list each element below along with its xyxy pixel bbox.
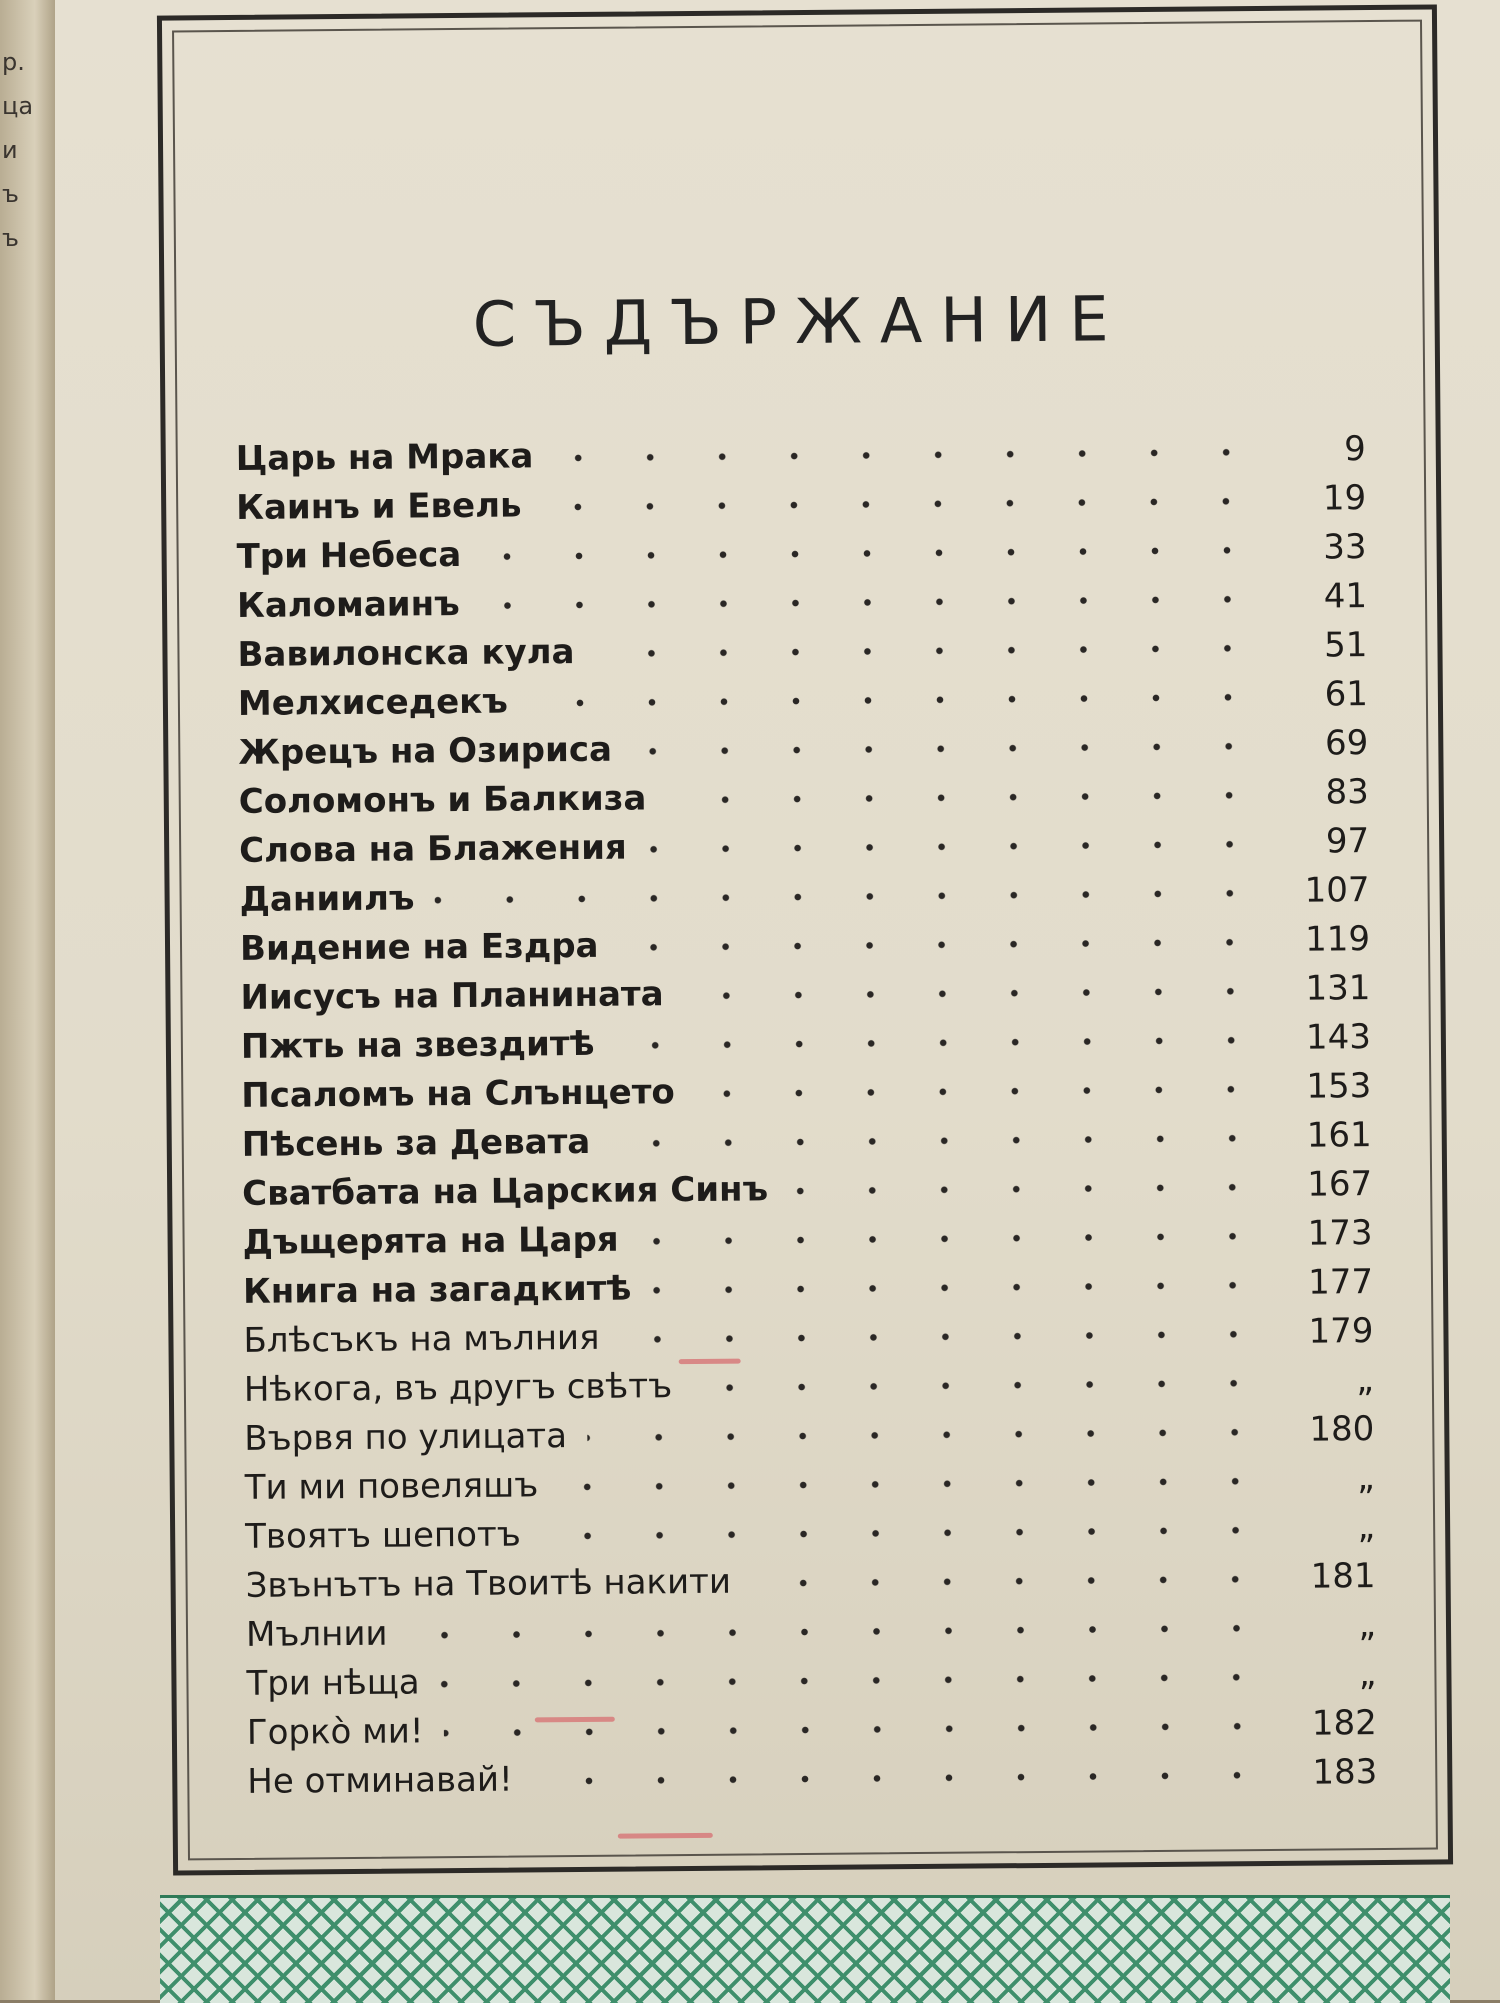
toc-entry-title: Вавилонска кула [237, 632, 575, 675]
dot-leader [788, 1177, 1268, 1201]
dot-leader [528, 687, 1264, 713]
toc-entry-title: Соломонъ и Балкиза [238, 778, 647, 822]
previous-page-line: и [2, 136, 18, 164]
toc-entry-page: 161 [1306, 1115, 1372, 1156]
toc-entry-title: Иисусъ на Планината [240, 974, 664, 1018]
previous-page-text [2, 40, 52, 260]
dot-leader [541, 491, 1262, 517]
dot-leader [553, 442, 1262, 468]
dot-leader [695, 1079, 1268, 1104]
dot-leader [647, 834, 1266, 859]
toc-entry-title: Жрецъ на Озириса [238, 729, 613, 773]
decorative-border [160, 1895, 1450, 2003]
dot-leader [651, 1275, 1269, 1300]
dot-leader [692, 1373, 1270, 1398]
toc-entry-title: Блѣсъкъ на мълния [243, 1317, 600, 1361]
dot-leader [480, 589, 1264, 616]
toc-entry-page: 181 [1310, 1556, 1376, 1597]
toc-entry-page: 19 [1322, 478, 1367, 519]
toc-entry-title: Книга на загадкитѣ [242, 1268, 632, 1312]
toc-entry-page: 183 [1312, 1752, 1378, 1793]
dot-leader [587, 1422, 1271, 1448]
toc-entry-page: „ [1356, 1360, 1375, 1401]
toc-entry-page: 69 [1324, 723, 1369, 764]
dot-leader [615, 1030, 1267, 1056]
dot-leader [440, 1667, 1273, 1694]
toc-entry-title: Пжть на звездитѣ [240, 1023, 595, 1067]
page-title: СЪДЪРЖАНИЕ [472, 282, 1127, 361]
toc-entry-page: 143 [1305, 1017, 1372, 1058]
toc-entry-title: Пѣсень за Девата [241, 1121, 591, 1165]
dot-leader [619, 1324, 1269, 1350]
toc-entry-title: Звънътъ на Твоитѣ накити [245, 1561, 732, 1606]
dot-leader [751, 1569, 1272, 1594]
toc-entry-page: 9 [1343, 429, 1366, 470]
page-frame [157, 4, 1453, 1875]
toc-entry-page: 131 [1305, 968, 1371, 1009]
dot-leader [481, 540, 1263, 567]
toc-entry-title: Вървя по улицата [244, 1416, 568, 1459]
dot-leader [618, 932, 1266, 958]
toc-entry-page: 61 [1324, 674, 1369, 715]
dot-leader [541, 1520, 1272, 1546]
toc-entry-title: Каинъ и Евель [236, 485, 522, 528]
toc-entry-title: Слова на Блажения [239, 827, 627, 871]
toc-entry-title: Не отминавай! [247, 1759, 513, 1802]
toc-entry-page: 182 [1311, 1703, 1378, 1744]
toc-entry [247, 1743, 1377, 1802]
toc-entry-page: 177 [1307, 1262, 1374, 1303]
toc-entry-page: „ [1358, 1605, 1377, 1646]
previous-page-line: р. [2, 48, 25, 76]
previous-page-line: ъ [2, 224, 19, 252]
previous-page-line: ъ [2, 180, 19, 208]
toc-entry-title: Мелхиседекъ [237, 681, 509, 724]
dot-leader [666, 785, 1265, 810]
dot-leader [533, 1765, 1274, 1791]
toc-entry-page: 97 [1325, 821, 1370, 862]
toc-entry-title: Царь на Мрака [235, 436, 534, 479]
toc-entry-title: Три нѣща [246, 1662, 420, 1704]
toc-entry-page: 107 [1304, 870, 1370, 911]
dot-leader [434, 883, 1265, 910]
toc-entry-title: Ти ми повеляшъ [244, 1465, 539, 1508]
toc-entry-title: Три Небеса [236, 534, 462, 577]
toc-entry-page: 153 [1306, 1066, 1372, 1107]
previous-page-edge [0, 0, 58, 2000]
toc-entry-title: Дъщерята на Царя [242, 1219, 619, 1263]
toc-entry-page: 173 [1307, 1213, 1373, 1254]
dot-leader [558, 1471, 1271, 1497]
toc-entry-title: Нѣкога, въ другъ свѣтъ [243, 1366, 673, 1410]
toc-entry-page: 41 [1323, 576, 1368, 617]
pencil-mark [679, 1359, 741, 1365]
toc-entry-page: 83 [1325, 772, 1369, 813]
pencil-mark [618, 1833, 713, 1839]
toc-entry-page: 33 [1323, 527, 1367, 568]
dot-leader [639, 1226, 1269, 1251]
toc-entry-page: „ [1356, 1458, 1375, 1499]
toc-entry-title: Видение на Ездра [239, 925, 599, 969]
toc-entry-page: 180 [1309, 1409, 1375, 1450]
toc-entry-page: 179 [1308, 1311, 1374, 1352]
toc-entry-title: Даниилъ [239, 878, 415, 920]
toc-entry-page: 51 [1324, 625, 1368, 666]
dot-leader [632, 736, 1265, 762]
dot-leader [610, 1128, 1268, 1154]
table-of-contents [236, 420, 1378, 1802]
toc-entry-page: 167 [1307, 1164, 1373, 1205]
toc-entry-title: Твоятъ шепотъ [245, 1514, 521, 1557]
dot-leader [594, 638, 1263, 664]
dot-leader [407, 1618, 1272, 1646]
book-page [55, 0, 1500, 2000]
toc-entry-page: 119 [1304, 919, 1371, 960]
toc-entry-page: „ [1358, 1654, 1377, 1695]
toc-entry-title: Псаломъ на Слънцето [241, 1072, 675, 1116]
previous-page-line: ца [2, 92, 34, 120]
dot-leader [684, 981, 1267, 1006]
toc-entry-page: „ [1357, 1507, 1376, 1548]
toc-entry-title: Мълнии [245, 1613, 388, 1655]
toc-entry-title: Горкò ми! [246, 1711, 424, 1753]
toc-entry-title: Каломаинъ [236, 584, 460, 626]
pencil-mark [535, 1717, 615, 1723]
toc-entry-title: Сватбата на Царския Синъ [242, 1169, 769, 1214]
